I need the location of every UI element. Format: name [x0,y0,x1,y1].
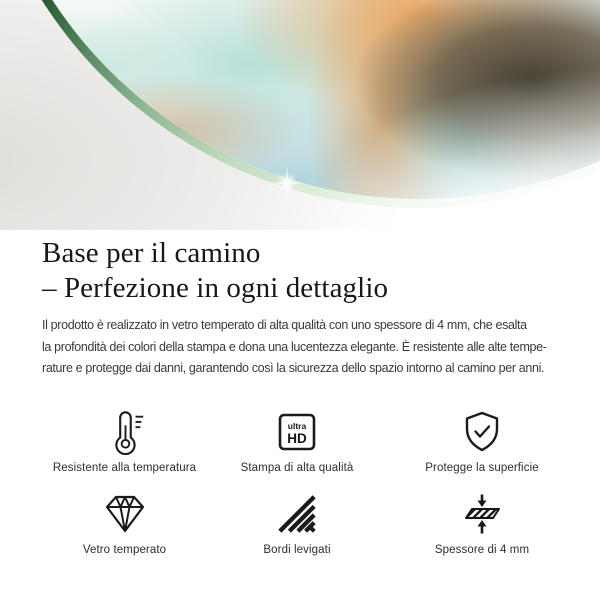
feature-item-surface-protection [387,409,577,475]
feature-label: Protegge la superficie [425,461,539,474]
diamond-icon [103,491,147,537]
feature-grid [42,409,577,557]
feature-label: Stampa di alta qualità [240,461,354,474]
compress-thickness-icon [462,491,502,537]
product-description [42,315,577,380]
shield-check-icon [462,409,502,455]
ultra-hd-badge-bottom: HD [287,430,307,446]
description-line: la profondità dei colori della stampa e dona una lucentezza elegante. È resistente alle alte tempe- [42,339,547,354]
page-title [42,236,577,306]
description-line: rature e protegge dai danni, garantendo così la sicurezza dello spazio intorno al camino per anni. [42,361,545,375]
feature-label: Bordi levigati [263,543,331,556]
feature-item-thickness [387,491,577,557]
feature-label: Spessore di 4 mm [434,543,530,556]
title-line-1: Base per il camino [42,237,261,269]
feature-label: Resistente alla temperatura [52,461,197,474]
feature-item-print-quality [207,409,387,475]
feature-item-polished-edges [207,491,387,557]
feature-item-tempered-glass [42,491,207,557]
content-section [42,230,577,557]
feature-label: Vetro temperato [82,543,167,556]
ultra-hd-icon [277,409,317,455]
description-line: Il prodotto è realizzato in vetro temperato di alta qualità con uno spessore di 4 mm, che esalta [42,318,527,332]
feature-item-temperature [42,409,207,475]
ultra-hd-badge-top: ultra [287,420,307,431]
thermometer-icon [103,409,147,455]
product-hero-image [0,0,600,230]
title-line-2: – Perfezione in ogni dettaglio [42,272,389,304]
beveled-edge-icon [276,491,318,537]
sparkle-icon [269,165,305,201]
